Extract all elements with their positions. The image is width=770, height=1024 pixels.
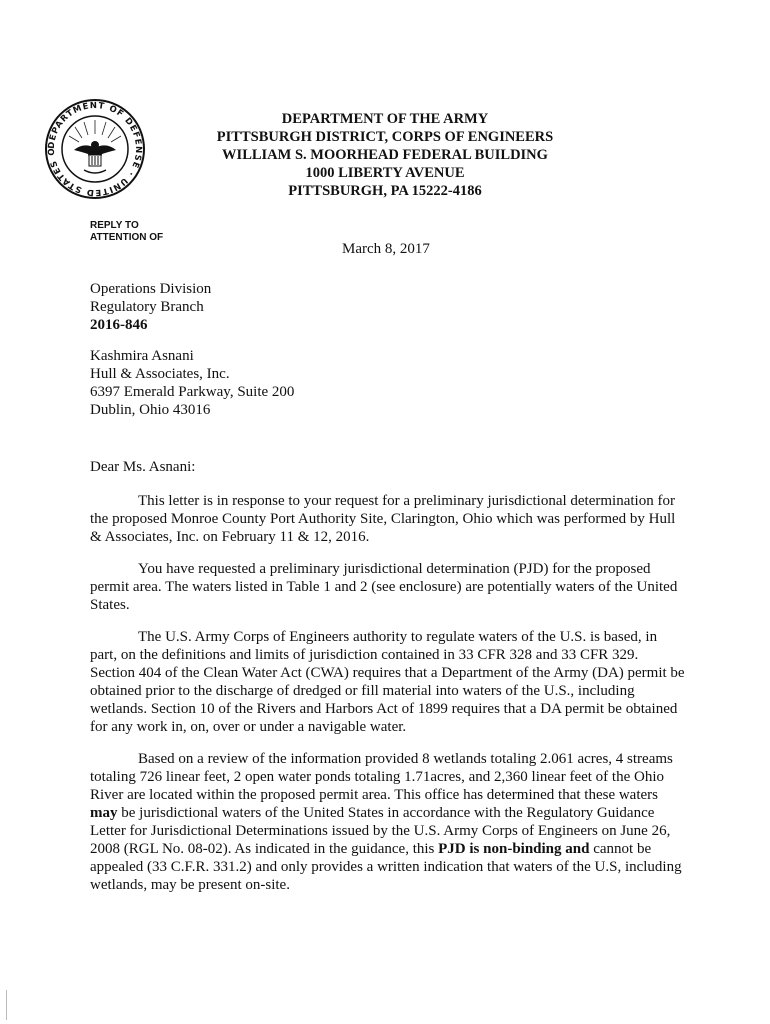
reply-to-label <box>90 220 163 243</box>
review-bold-may: may <box>90 805 118 821</box>
letterhead <box>170 110 600 200</box>
reply-to-line: REPLY TO <box>90 220 139 231</box>
addressee-city: Dublin, Ohio 43016 <box>90 402 211 418</box>
branch-line: Regulatory Branch <box>90 299 204 315</box>
file-number: 2016-846 <box>90 317 148 333</box>
division-line: Operations Division <box>90 281 212 297</box>
letterhead-building: WILLIAM S. MOORHEAD FEDERAL BUILDING <box>222 147 548 163</box>
paragraph-review <box>90 750 686 894</box>
review-bold-nonbinding: PJD is non-binding and <box>438 841 590 857</box>
department-of-defense-seal-icon <box>44 98 146 200</box>
addressee-street: 6397 Emerald Parkway, Suite 200 <box>90 384 295 400</box>
letterhead-city: PITTSBURGH, PA 15222-4186 <box>288 183 482 199</box>
letterhead-district: PITTSBURGH DISTRICT, CORPS OF ENGINEERS <box>216 129 554 145</box>
review-text-1: Based on a review of the information provided 8 wetlands totaling 2.061 acres, 4 streams totaling 726 linear feet, 2 open water ponds totaling 1.71acres, and 2,360 linear feet of the Ohio River are located within the proposed permit area. This office has determined that these waters <box>90 751 673 803</box>
letter-date: March 8, 2017 <box>342 241 430 257</box>
addressee-name: Kashmira Asnani <box>90 348 194 364</box>
review-text-2: be jurisdictional waters of the United States in accordance with the Regulatory Guidance Letter for Jurisdictional Determinations issued by the U.S. Army Corps of Engineers on June 26, 2008 (RGL No. 08-02). As indicated in the guidance, this <box>90 805 671 857</box>
scan-edge-mark <box>6 990 7 1020</box>
letter-body <box>90 492 686 908</box>
addressee-company: Hull & Associates, Inc. <box>90 366 230 382</box>
review-text-3: cannot be appealed (33 C.F.R. 331.2) and only provides a written indication that waters of the U.S, including wetlands, may be present on-site. <box>90 841 682 893</box>
paragraph-pjd: You have requested a preliminary jurisdictional determination (PJD) for the proposed permit area. The waters listed in Table 1 and 2 (see enclosure) are potentially waters of the United States. <box>90 561 678 613</box>
letterhead-street: 1000 LIBERTY AVENUE <box>305 165 465 181</box>
salutation: Dear Ms. Asnani: <box>90 459 196 475</box>
paragraph-request: This letter is in response to your request for a preliminary jurisdictional determination for the proposed Monroe County Port Authority Site, Clarington, Ohio which was performed by Hull & Associates, Inc. on February 11 & 12, 2016. <box>90 493 676 545</box>
addressee-block <box>90 347 294 419</box>
letterhead-department: DEPARTMENT OF THE ARMY <box>281 111 489 127</box>
reference-block <box>90 280 211 334</box>
svg-text:DEPARTMENT OF DEFENSE · UNITED: DEPARTMENT OF DEFENSE · UNITED STATES O <box>46 100 144 198</box>
attention-of-line: ATTENTION OF <box>90 231 164 243</box>
paragraph-authority: The U.S. Army Corps of Engineers authority to regulate waters of the U.S. is based, in part, on the definitions and limits of jurisdiction contained in 33 CFR 328 and 33 CFR 329. Section 404 of the Clean Water Act (CWA) requires that a Department of the Army (DA) permit be obtained prior to the discharge of dredged or fill material into waters of the U.S., including wetlands. Section 10 of the Rivers and Harbors Act of 1899 requires that a DA permit be obtained for any work in, on, over or under a navigable water. <box>90 629 685 735</box>
